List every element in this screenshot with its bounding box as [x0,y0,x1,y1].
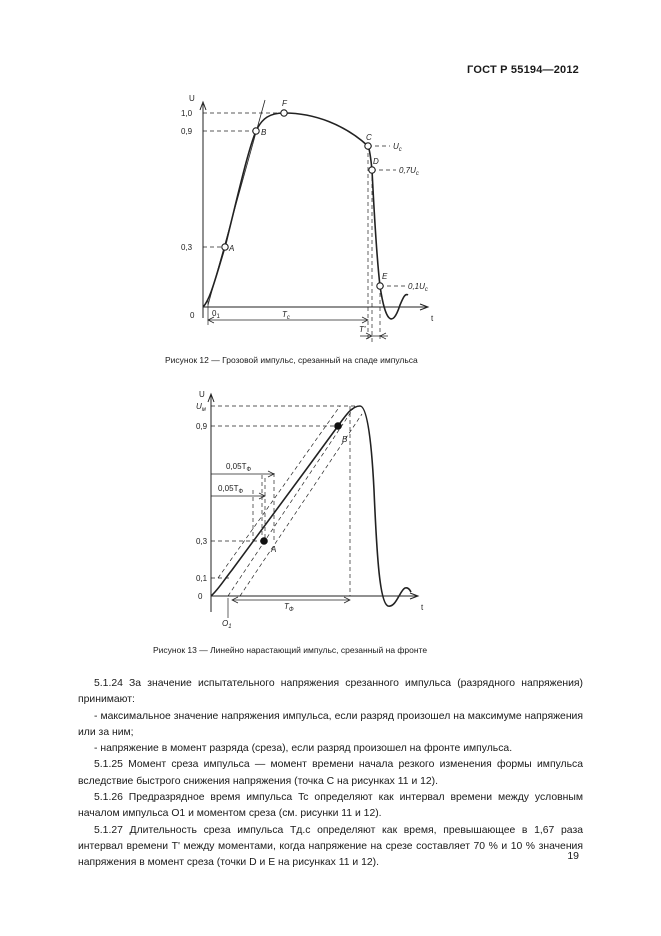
fig13-t005-bottom: 0,05T [218,484,239,493]
fig12-origin: 0 [190,311,195,320]
fig13-tick-01: 0,1 [196,574,208,583]
figure-13 [0,370,661,640]
fig12-point-d [369,167,375,173]
fig13-point-b [335,423,342,430]
fig13-label-b: B [342,435,348,444]
fig13-o1: O [222,619,229,628]
fig12-tick-09: 0,9 [181,127,193,136]
fig12-tprime: T' [359,325,366,334]
fig12-y-label: U [189,94,195,103]
fig12-tick-1: 1,0 [181,109,193,118]
paragraph-5-1-25: 5.1.25 Момент среза импульса — момент времени начала резкого изменения формы импульса вследствие быстрого снижения напряжения (точка C на рисунках 11 и 12). [78,759,583,787]
paragraph-bullet-2: - напряжение в момент разряда (среза), если разряд произошел на фронте импульса. [94,743,513,755]
fig12-tick-03: 0,3 [181,243,193,252]
fig13-t005-top: 0,05T [226,462,247,471]
fig12-level-c: U [393,142,399,151]
fig13-tick-03: 0,3 [196,537,208,546]
fig13-um: U [196,402,202,411]
fig13-y-label: U [199,390,205,399]
svg-text:TФ: $T_Ф$ [284,602,294,613]
fig13-origin: 0 [198,592,203,601]
svg-text:0,1Uc: $0,1U_c$ [408,282,428,293]
fig12-level-d: 0,7U [399,166,416,175]
fig12-label-e: E [382,272,388,281]
page-number: 19 [567,850,579,862]
paragraph-5-1-27: 5.1.27 Длительность среза импульса Tд.с определяют как время, превышающее в 1,67 раза интервал времени T' между моментами, когда напряжение на срезе составляет 70 % и 10 % значения напряжения в момент среза (точки D и E на рисунках 11 и 12). [78,824,583,869]
svg-text:Uм: $U_м$ [196,402,206,413]
fig12-point-f [281,110,287,116]
fig12-label-d: D [373,157,379,166]
body-text [78,676,583,872]
figure-12-caption: Рисунок 12 — Грозовой импульс, срезанный на спаде импульса [165,355,418,365]
fig12-point-b [253,128,259,134]
svg-text:0,05TФ: $0,05T_Ф$ [226,462,252,473]
svg-text:Uc: $U_c$ [393,142,402,153]
fig12-level-e: 0,1U [408,282,425,291]
fig12-x-label: t [431,314,434,323]
fig13-label-a: A [271,545,277,554]
figure-12 [0,0,661,372]
paragraph-bullet-1: - максимальное значение напряжения импульса, если разряд произошел на максимуме напряжения или за ним; [78,710,583,738]
fig12-o1: 0 [212,309,217,318]
fig12-point-e [377,283,383,289]
fig12-label-a: A [229,244,235,253]
fig12-label-f: F [282,99,287,108]
fig12-label-c: C [366,133,372,142]
fig13-point-a [261,538,268,545]
fig13-x-label: t [421,603,424,612]
svg-text:01: $0_1$ [212,309,220,320]
svg-text:0,05TФ: $0,05T_Ф$ [218,484,244,495]
fig12-point-c [365,143,371,149]
fig13-tf: T [284,602,289,611]
fig12-point-a [222,244,228,250]
figure-13-caption: Рисунок 13 — Линейно нарастающий импульс, срезанный на фронте [153,645,428,655]
svg-text:0,7Uc: $0,7U_c$ [399,166,419,177]
paragraph-5-1-24: 5.1.24 За значение испытательного напряжения срезанного импульса (разрядного напряжения) принимают: [78,678,583,706]
fig13-tick-09: 0,9 [196,422,208,431]
document-header: ГОСТ Р 55194—2012 [467,64,579,76]
svg-text:O1: $O_1$ [222,619,232,630]
fig12-label-b: B [261,128,267,137]
svg-text:Tc: $T_c$ [282,310,290,321]
paragraph-5-1-26: 5.1.26 Предразрядное время импульса Tc определяют как интервал времени между условным началом импульса O1 и моментом среза (см. рисунки 11 и 12). [78,792,583,820]
fig12-tc: T [282,310,287,319]
